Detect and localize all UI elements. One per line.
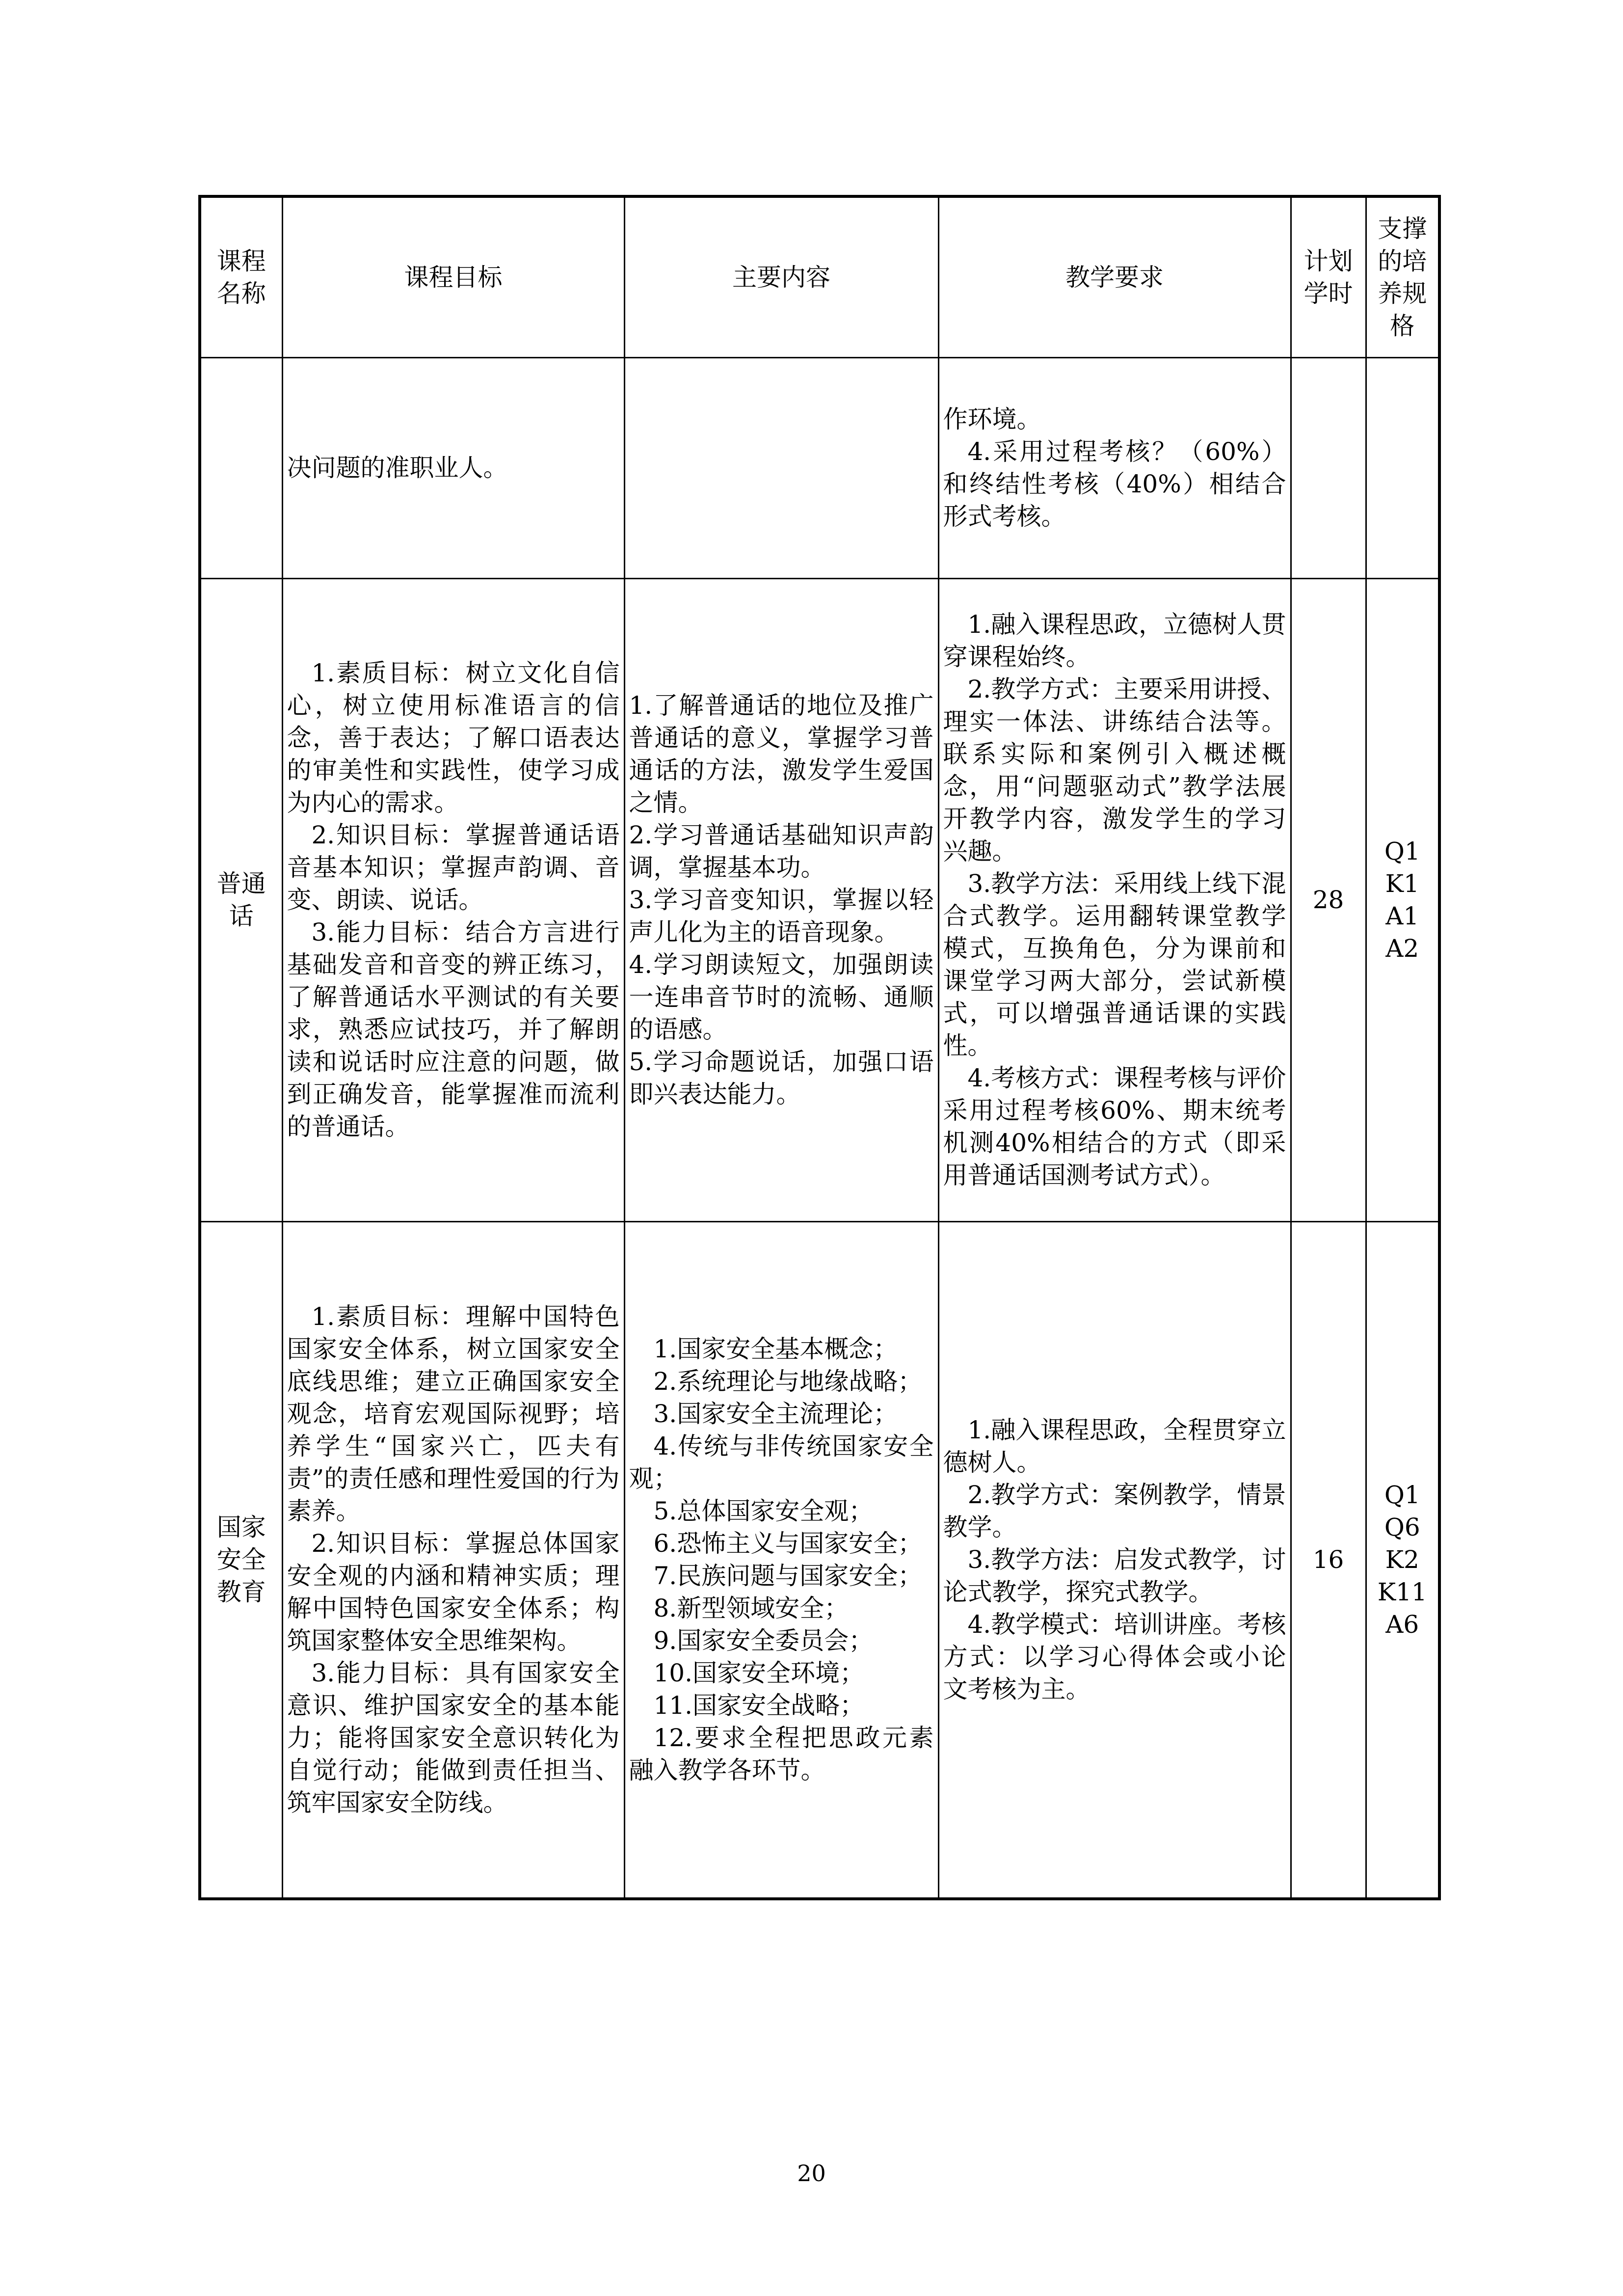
- codes-cell: Q1 K1 A1 A2: [1366, 578, 1439, 1221]
- page-number: 20: [797, 2160, 826, 2187]
- requirement-cell: 1.融入课程思政，全程贯穿立德树人。 2.教学方式：案例教学，情景教学。 3.教学方法：启发式教学，讨论式教学，探究式教学。 4.教学模式：培训讲座。考核方式：以学习心得体会或小论文考核为主。: [938, 1221, 1291, 1899]
- codes-cell: [1366, 357, 1439, 578]
- hours-cell: 28: [1291, 578, 1366, 1221]
- requirement-cell: 作环境。 4.采用过程考核？（60%）和终结性考核（40%）相结合形式考核。: [938, 357, 1291, 578]
- goal-cell: 决问题的准职业人。: [282, 357, 624, 578]
- table-row-putonghua: [200, 578, 1439, 1221]
- course-name-cell: 普通 话: [200, 578, 282, 1221]
- codes-cell: Q1 Q6 K2 K11 A6: [1366, 1221, 1439, 1899]
- goal-cell: 1.素质目标：理解中国特色国家安全体系，树立国家安全底线思维；建立正确国家安全观念，培育宏观国际视野；培养学生“国家兴亡，匹夫有责”的责任感和理性爱国的行为素养。 2.知识目标：掌握总体国家安全观的内涵和精神实质；理解中国特色国家安全体系；构筑国家整体安全思维架构。 3.能力目标：具有国家安全意识、维护国家安全的基本能力；能将国家安全意识转化为自觉行动；能做到责任担当、筑牢国家安全防线。: [282, 1221, 624, 1899]
- hours-cell: [1291, 357, 1366, 578]
- course-table: [198, 195, 1441, 1900]
- course-name-cell: 国家 安全 教育: [200, 1221, 282, 1899]
- header-requirement: 教学要求: [938, 196, 1291, 357]
- header-hours: 计划 学时: [1291, 196, 1366, 357]
- course-name-cell: [200, 357, 282, 578]
- content-cell: 1.了解普通话的地位及推广普通话的意义，掌握学习普通话的方法，激发学生爱国之情。 2.学习普通话基础知识声韵调，掌握基本功。 3.学习音变知识，掌握以轻声儿化为主的语音现象。 4.学习朗读短文，加强朗读一连串音节时的流畅、通顺的语感。 5.学习命题说话，加强口语即兴表达能力。: [624, 578, 938, 1221]
- hours-cell: 16: [1291, 1221, 1366, 1899]
- content-cell: 1.国家安全基本概念； 2.系统理论与地缘战略； 3.国家安全主流理论； 4.传统与非传统国家安全观； 5.总体国家安全观； 6.恐怖主义与国家安全； 7.民族问题与国家安全； 8.新型领域安全； 9.国家安全委员会； 10.国家安全环境； 11.国家安全战略； 12.要求全程把思政元素融入教学各环节。: [624, 1221, 938, 1899]
- header-spec: 支撑 的培 养规 格: [1366, 196, 1439, 357]
- header-content: 主要内容: [624, 196, 938, 357]
- header-goal: 课程目标: [282, 196, 624, 357]
- header-row: [200, 196, 1439, 357]
- table-row-continuation: [200, 357, 1439, 578]
- content-cell: [624, 357, 938, 578]
- table-row-national-security: [200, 1221, 1439, 1899]
- requirement-cell: 1.融入课程思政，立德树人贯穿课程始终。 2.教学方式：主要采用讲授、理实一体法、讲练结合法等。联系实际和案例引入概述概念，用“问题驱动式”教学法展开教学内容，激发学生的学习兴趣。 3.教学方法：采用线上线下混合式教学。运用翻转课堂教学模式，互换角色，分为课前和课堂学习两大部分，尝试新模式，可以增强普通话课的实践性。 4.考核方式：课程考核与评价采用过程考核60%、期末统考机测40%相结合的方式（即采用普通话国测考试方式）。: [938, 578, 1291, 1221]
- header-course-name: 课程 名称: [200, 196, 282, 357]
- goal-cell: 1.素质目标：树立文化自信心，树立使用标准语言的信念，善于表达；了解口语表达的审美性和实践性，使学习成为内心的需求。 2.知识目标：掌握普通话语音基本知识；掌握声韵调、音变、朗读、说话。 3.能力目标：结合方言进行基础发音和音变的辨正练习，了解普通话水平测试的有关要求，熟悉应试技巧，并了解朗读和说话时应注意的问题，做到正确发音，能掌握准而流利的普通话。: [282, 578, 624, 1221]
